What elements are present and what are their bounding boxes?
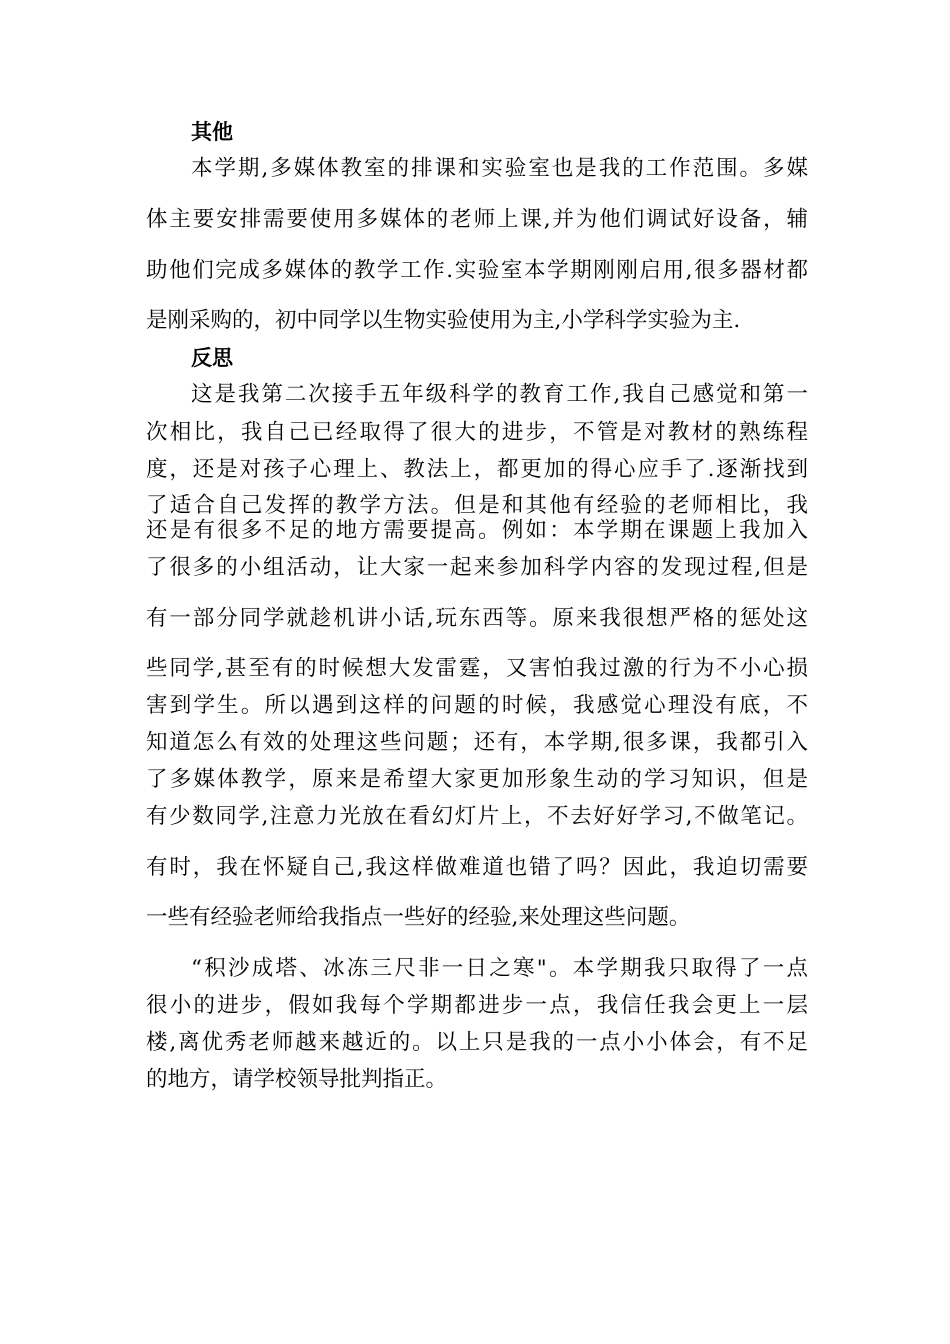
paragraph-line: 些同学,甚至有的时候想大发雷霆，又害怕我过激的行为不小心损 xyxy=(146,656,808,681)
paragraph-line: 度，还是对孩子心理上、教法上，都更加的得心应手了.逐渐找到 xyxy=(146,457,808,482)
section-heading-other: 其他 xyxy=(191,120,233,144)
paragraph-line: 有少数同学,注意力光放在看幻灯片上，不去好好学习,不做笔记。 xyxy=(146,804,808,829)
paragraph-line: 很小的进步，假如我每个学期都进步一点，我信任我会更上一层 xyxy=(146,993,808,1018)
paragraph-line: 这是我第二次接手五年级科学的教育工作,我自己感觉和第一 xyxy=(191,382,808,407)
paragraph-line: 体主要安排需要使用多媒体的老师上课,并为他们调试好设备，辅 xyxy=(146,207,808,232)
paragraph-line: 了很多的小组活动，让大家一起来参加科学内容的发现过程,但是 xyxy=(146,555,808,580)
paragraph-line: 了适合自己发挥的教学方法。但是和其他有经验的老师相比，我 xyxy=(146,493,808,518)
paragraph-line: 本学期,多媒体教室的排课和实验室也是我的工作范围。多媒 xyxy=(191,156,808,181)
paragraph-line: 一些有经验老师给我指点一些好的经验,来处理这些问题。 xyxy=(146,905,691,930)
paragraph-line: 次相比，我自己已经取得了很大的进步，不管是对教材的熟练程 xyxy=(146,420,808,445)
paragraph-line: 楼,离优秀老师越来越近的。以上只是我的一点小小体会，有不足 xyxy=(146,1030,808,1055)
section-heading-reflection: 反思 xyxy=(191,346,233,370)
paragraph-line: 助他们完成多媒体的教学工作.实验室本学期刚刚启用,很多器材都 xyxy=(146,258,808,283)
paragraph-line: 有一部分同学就趁机讲小话,玩东西等。原来我很想严格的惩处这 xyxy=(146,606,808,631)
paragraph-line: 知道怎么有效的处理这些问题；还有，本学期,很多课，我都引入 xyxy=(146,730,808,755)
paragraph-line: 害到学生。所以遇到这样的问题的时候，我感觉心理没有底，不 xyxy=(146,693,808,718)
paragraph-line: 的地方，请学校领导批判指正。 xyxy=(146,1067,448,1092)
paragraph-line: 是刚采购的，初中同学以生物实验使用为主,小学科学实验为主. xyxy=(146,308,741,333)
paragraph-line: “积沙成塔、冰冻三尺非一日之寒"。本学期我只取得了一点 xyxy=(191,956,808,981)
paragraph-line: 还是有很多不足的地方需要提高。例如：本学期在课题上我加入 xyxy=(146,518,808,543)
paragraph-line: 有时，我在怀疑自己,我这样做难道也错了吗？因此，我迫切需要 xyxy=(146,855,808,880)
paragraph-line: 了多媒体教学，原来是希望大家更加形象生动的学习知识，但是 xyxy=(146,767,808,792)
